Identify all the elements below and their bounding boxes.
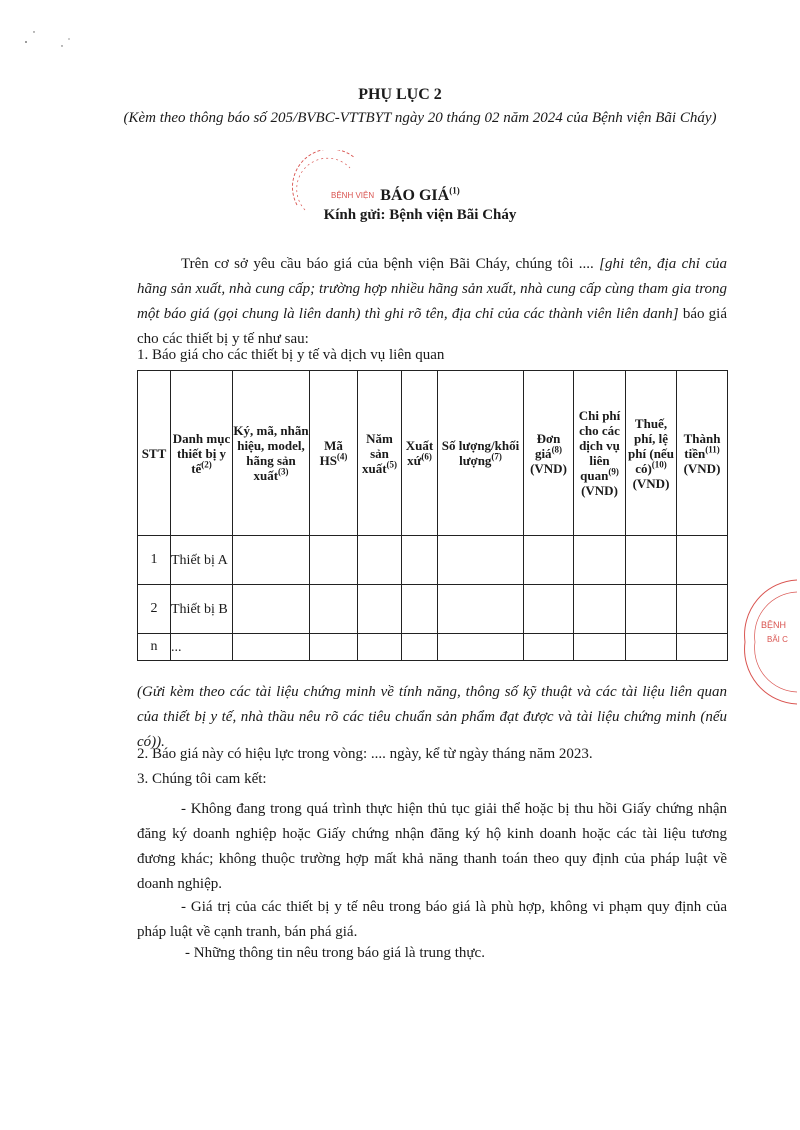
commitment-3: - Những thông tin nêu trong báo giá là trung thực. — [185, 945, 485, 961]
col-unit-price: Đơn giá$^{(8)}$ (VND) — [524, 371, 574, 536]
red-stamp-side — [735, 572, 800, 712]
col-model-manufacturer: Ký, mã, nhãn hiệu, model, hãng sản xuất$^{(3)}$ — [233, 371, 310, 536]
cell-device: Thiết bị B — [171, 585, 233, 634]
col-device-list: Danh mục thiết bị y tế$^{(2)}$ — [171, 371, 233, 536]
col-service-cost: Chi phí cho các dịch vụ liên quan$^{(9)}$ (VND) — [574, 371, 626, 536]
section-1-heading: 1. Báo giá cho các thiết bị y tế và dịch vụ liên quan — [137, 347, 445, 363]
table-row — [138, 634, 728, 661]
cell-stt: 1 — [138, 536, 171, 585]
stamp-side-text-2: BÃI C — [767, 635, 788, 644]
intro-italic: [ghi tên, địa chỉ của hãng sản xuất, nhà cung cấp; trường hợp nhiều hãng sản xuất, nhà cung cấp cùng tham gia trong một báo giá (gọi chung là liên danh) thì ghi rõ tên, địa chỉ của các thành viên liên danh] — [137, 256, 728, 322]
validity-line: 2. Báo giá này có hiệu lực trong vòng: .... ngày, kể từ ngày tháng năm 2023. — [137, 746, 593, 762]
recipient-line: Kính gửi: Bệnh viện Bãi Cháy — [323, 207, 517, 223]
col-quantity: Số lượng/khối lượng$^{(7)}$ — [438, 371, 524, 536]
cell-stt: 2 — [138, 585, 171, 634]
col-hs-code: Mã HS$^{(4)}$ — [310, 371, 358, 536]
table-row — [138, 536, 728, 585]
commitment-2: - Giá trị của các thiết bị y tế nêu trong báo giá là phù hợp, không vi phạm quy định của pháp luật về cạnh tranh, bán phá giá. — [137, 899, 727, 940]
col-total: Thành tiền$^{(11)}$ (VND) — [677, 371, 728, 536]
page-subtitle: (Kèm theo thông báo số 205/BVBC-VTTBYT ngày 20 tháng 02 năm 2024 của Bệnh viện Bãi Cháy) — [123, 110, 717, 126]
stamp-side-text-1: BỆNH — [761, 620, 787, 630]
quote-title-text: BÁO GIÁ — [380, 187, 450, 204]
scan-specks — [22, 28, 82, 53]
col-origin: Xuất xứ$^{(6)}$ — [402, 371, 438, 536]
cell-device: Thiết bị A — [171, 536, 233, 585]
cell-stt: n — [138, 634, 171, 661]
cell-device: ... — [171, 634, 233, 661]
intro-text: Trên cơ sở yêu cầu báo giá của bệnh viện Bãi Cháy, chúng tôi .... — [181, 256, 594, 272]
col-manufacture-year: Năm sản xuất$^{(5)}$ — [358, 371, 402, 536]
table-row — [138, 585, 728, 634]
quote-title-note: (1) — [449, 185, 460, 196]
table-header-row — [138, 371, 728, 536]
quote-table — [137, 370, 728, 661]
commitment-1: - Không đang trong quá trình thực hiện thủ tục giải thể hoặc bị thu hồi Giấy chứng nhận đăng ký doanh nghiệp hoặc Giấy chứng nhận đăng ký hộ kinh doanh hoặc các tài liệu tương đương khác; không thuộc trường hợp mất khả năng thanh toán theo quy định của pháp luật về doanh nghiệp. — [137, 801, 727, 892]
stamp-top-text: BỆNH VIỆN — [331, 191, 375, 200]
intro-paragraph — [137, 252, 727, 352]
col-tax-fee: Thuế, phí, lệ phí (nếu có)$^{(10)}$ (VND) — [626, 371, 677, 536]
page-title: PHỤ LỤC 2 — [358, 86, 442, 103]
attachment-note: (Gửi kèm theo các tài liệu chứng minh về tính năng, thông số kỹ thuật và các tài liệu liên quan của thiết bị y tế, nhà thầu nêu rõ các tiêu chuẩn sản phẩm đạt được và tài liệu chứng minh (nếu có)). — [137, 684, 727, 750]
quote-title — [0, 187, 800, 205]
intro-tail: báo giá cho các thiết bị y tế như sau: — [137, 306, 727, 347]
commitment-heading: 3. Chúng tôi cam kết: — [137, 771, 267, 787]
col-stt: STT — [138, 371, 171, 536]
